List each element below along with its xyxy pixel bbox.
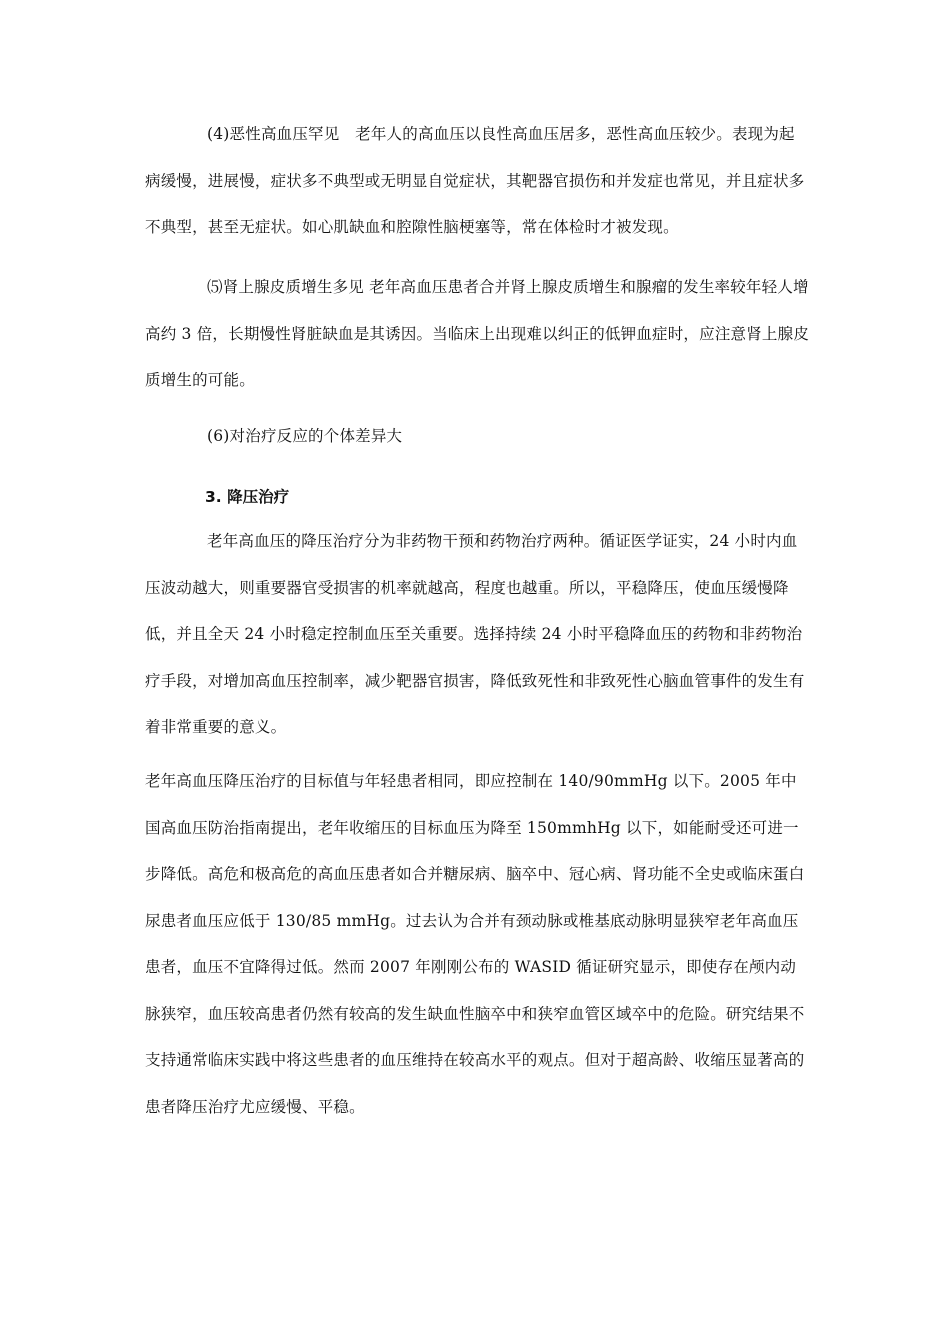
section-heading-antihypertensive-treatment: 3. 降压治疗 bbox=[205, 488, 290, 506]
paragraph-treatment-response: (6)对治疗反应的个体差异大 bbox=[207, 427, 403, 445]
paragraph-malignant-hypertension: (4)恶性高血压罕见 老年人的高血压以良性高血压居多，恶性高血压较少。表现为起病缓慢，进展慢，症状多不典型或无明显自觉症状，其靶器官损伤和并发症也常见，并且症状多不典型，甚至无症状。如心肌缺血和腔隙性脑梗塞等，常在体检时才被发现。 bbox=[145, 125, 805, 236]
paragraph-adrenal-hyperplasia: ⑸肾上腺皮质增生多见 老年高血压患者合并肾上腺皮质增生和腺瘤的发生率较年轻人增高约 3 倍，长期慢性肾脏缺血是其诱因。当临床上出现难以纠正的低钾血症时，应注意肾上腺皮质增生的可能。 bbox=[145, 278, 810, 389]
paragraph-treatment-overview: 老年高血压的降压治疗分为非药物干预和药物治疗两种。循证医学证实，24 小时内血压波动越大，则重要器官受损害的机率就越高，程度也越重。所以，平稳降压，使血压缓慢降低，并且全天 24 小时稳定控制血压至关重要。选择持续 24 小时平稳降血压的药物和非药物治疗手段，对增加高血压控制率，减少靶器官损害，降低致死性和非致死性心脑血管事件的发生有着非常重要的意义。 bbox=[145, 532, 805, 736]
paragraph-treatment-targets: 老年高血压降压治疗的目标值与年轻患者相同，即应控制在 140/90mmHg 以下。2005 年中国高血压防治指南提出，老年收缩压的目标血压为降至 150mmhHg 以下，如能耐受还可进一步降低。高危和极高危的高血压患者如合并糖尿病、脑卒中、冠心病、肾功能不全史或临床蛋白尿患者血压应低于 130/85 mmHg。过去认为合并有颈动脉或椎基底动脉明显狭窄老年高血压患者，血压不宜降得过低。然而 2007 年刚刚公布的 WASID 循证研究显示，即使存在颅内动脉狭窄，血压较高患者仍然有较高的发生缺血性脑卒中和狭窄血管区域卒中的危险。研究结果不支持通常临床实践中将这些患者的血压维持在较高水平的观点。但对于超高龄、收缩压显著高的患者降压治疗尤应缓慢、平稳。 bbox=[145, 772, 805, 1116]
